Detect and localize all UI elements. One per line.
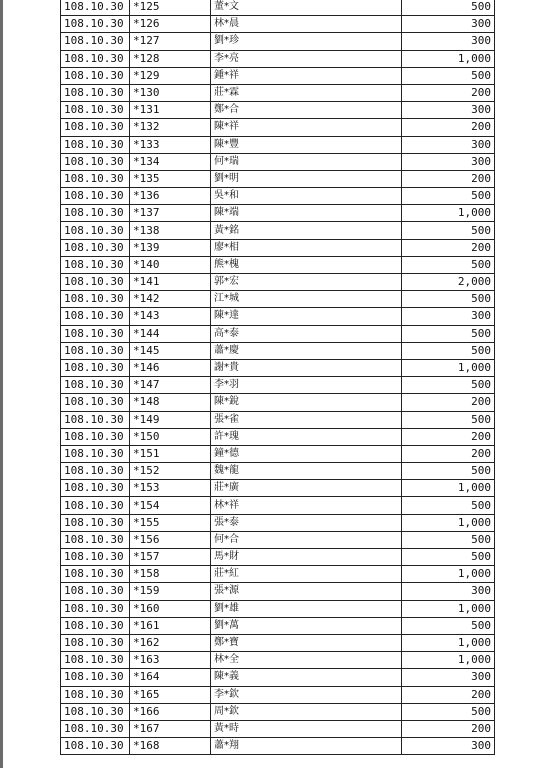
serial-number-cell: *135 <box>130 170 211 187</box>
donor-name-cell: 張*源 <box>211 583 402 600</box>
donor-name-cell: 莊*紅 <box>211 566 402 583</box>
amount-cell: 1,000 <box>402 480 495 497</box>
date-cell: 108.10.30 <box>61 514 130 531</box>
amount-cell: 500 <box>402 0 495 16</box>
amount-cell: 300 <box>402 738 495 755</box>
amount-cell: 500 <box>402 342 495 359</box>
table-row <box>61 153 495 170</box>
amount-cell: 1,000 <box>402 634 495 651</box>
date-cell: 108.10.30 <box>61 428 130 445</box>
amount-cell: 200 <box>402 445 495 462</box>
serial-number-cell: *168 <box>130 738 211 755</box>
date-cell: 108.10.30 <box>61 669 130 686</box>
serial-number-cell: *155 <box>130 514 211 531</box>
table-row <box>61 514 495 531</box>
date-cell: 108.10.30 <box>61 205 130 222</box>
serial-number-cell: *147 <box>130 377 211 394</box>
donor-name-cell: 何*合 <box>211 531 402 548</box>
date-cell: 108.10.30 <box>61 102 130 119</box>
amount-cell: 500 <box>402 463 495 480</box>
donor-name-cell: 李*欽 <box>211 686 402 703</box>
serial-number-cell: *163 <box>130 652 211 669</box>
table-row <box>61 170 495 187</box>
donor-name-cell: 何*瑞 <box>211 153 402 170</box>
date-cell: 108.10.30 <box>61 359 130 376</box>
donor-name-cell: 鍾*祥 <box>211 67 402 84</box>
amount-cell: 500 <box>402 497 495 514</box>
serial-number-cell: *138 <box>130 222 211 239</box>
serial-number-cell: *149 <box>130 411 211 428</box>
serial-number-cell: *153 <box>130 480 211 497</box>
donation-table <box>60 0 495 755</box>
serial-number-cell: *131 <box>130 102 211 119</box>
donor-name-cell: 張*泰 <box>211 514 402 531</box>
amount-cell: 300 <box>402 33 495 50</box>
date-cell: 108.10.30 <box>61 0 130 16</box>
serial-number-cell: *156 <box>130 531 211 548</box>
document-page <box>3 0 546 768</box>
serial-number-cell: *157 <box>130 549 211 566</box>
amount-cell: 1,000 <box>402 359 495 376</box>
table-row <box>61 652 495 669</box>
table-row <box>61 308 495 325</box>
table-row <box>61 50 495 67</box>
amount-cell: 500 <box>402 291 495 308</box>
donor-name-cell: 林*晨 <box>211 16 402 33</box>
table-row <box>61 16 495 33</box>
serial-number-cell: *161 <box>130 617 211 634</box>
serial-number-cell: *127 <box>130 33 211 50</box>
table-row <box>61 67 495 84</box>
date-cell: 108.10.30 <box>61 720 130 737</box>
table-row <box>61 463 495 480</box>
amount-cell: 300 <box>402 102 495 119</box>
donor-name-cell: 陳*達 <box>211 308 402 325</box>
serial-number-cell: *160 <box>130 600 211 617</box>
date-cell: 108.10.30 <box>61 119 130 136</box>
table-row <box>61 239 495 256</box>
table-row <box>61 480 495 497</box>
table-row <box>61 497 495 514</box>
serial-number-cell: *126 <box>130 16 211 33</box>
donor-name-cell: 劉*雄 <box>211 600 402 617</box>
donor-name-cell: 蕭*翔 <box>211 738 402 755</box>
table-row <box>61 119 495 136</box>
serial-number-cell: *166 <box>130 703 211 720</box>
date-cell: 108.10.30 <box>61 170 130 187</box>
table-row <box>61 84 495 101</box>
donor-name-cell: 謝*貴 <box>211 359 402 376</box>
donor-name-cell: 李*羽 <box>211 377 402 394</box>
date-cell: 108.10.30 <box>61 377 130 394</box>
amount-cell: 500 <box>402 377 495 394</box>
amount-cell: 300 <box>402 583 495 600</box>
table-row <box>61 274 495 291</box>
donor-name-cell: 劉*明 <box>211 170 402 187</box>
amount-cell: 200 <box>402 119 495 136</box>
serial-number-cell: *158 <box>130 566 211 583</box>
serial-number-cell: *133 <box>130 136 211 153</box>
donor-name-cell: 李*亮 <box>211 50 402 67</box>
date-cell: 108.10.30 <box>61 463 130 480</box>
table-row <box>61 703 495 720</box>
date-cell: 108.10.30 <box>61 325 130 342</box>
serial-number-cell: *142 <box>130 291 211 308</box>
date-cell: 108.10.30 <box>61 136 130 153</box>
amount-cell: 500 <box>402 188 495 205</box>
table-row <box>61 686 495 703</box>
serial-number-cell: *151 <box>130 445 211 462</box>
serial-number-cell: *146 <box>130 359 211 376</box>
date-cell: 108.10.30 <box>61 617 130 634</box>
donor-name-cell: 江*城 <box>211 291 402 308</box>
serial-number-cell: *154 <box>130 497 211 514</box>
serial-number-cell: *164 <box>130 669 211 686</box>
amount-cell: 500 <box>402 222 495 239</box>
amount-cell: 500 <box>402 325 495 342</box>
serial-number-cell: *140 <box>130 256 211 273</box>
date-cell: 108.10.30 <box>61 394 130 411</box>
date-cell: 108.10.30 <box>61 634 130 651</box>
amount-cell: 200 <box>402 239 495 256</box>
table-row <box>61 617 495 634</box>
date-cell: 108.10.30 <box>61 274 130 291</box>
date-cell: 108.10.30 <box>61 84 130 101</box>
donor-name-cell: 郭*宏 <box>211 274 402 291</box>
amount-cell: 200 <box>402 428 495 445</box>
table-row <box>61 669 495 686</box>
donor-name-cell: 董*文 <box>211 0 402 16</box>
date-cell: 108.10.30 <box>61 686 130 703</box>
date-cell: 108.10.30 <box>61 67 130 84</box>
donor-name-cell: 陳*義 <box>211 669 402 686</box>
donation-table-body <box>61 0 495 755</box>
table-row <box>61 720 495 737</box>
table-row <box>61 222 495 239</box>
amount-cell: 300 <box>402 153 495 170</box>
date-cell: 108.10.30 <box>61 738 130 755</box>
date-cell: 108.10.30 <box>61 583 130 600</box>
amount-cell: 500 <box>402 411 495 428</box>
donor-name-cell: 高*泰 <box>211 325 402 342</box>
amount-cell: 2,000 <box>402 274 495 291</box>
serial-number-cell: *152 <box>130 463 211 480</box>
amount-cell: 200 <box>402 686 495 703</box>
table-row <box>61 394 495 411</box>
amount-cell: 1,000 <box>402 600 495 617</box>
serial-number-cell: *125 <box>130 0 211 16</box>
date-cell: 108.10.30 <box>61 566 130 583</box>
date-cell: 108.10.30 <box>61 600 130 617</box>
table-row <box>61 359 495 376</box>
amount-cell: 300 <box>402 16 495 33</box>
donor-name-cell: 陳*端 <box>211 205 402 222</box>
donor-name-cell: 熊*槐 <box>211 256 402 273</box>
amount-cell: 300 <box>402 308 495 325</box>
table-row <box>61 634 495 651</box>
table-row <box>61 428 495 445</box>
table-row <box>61 325 495 342</box>
serial-number-cell: *136 <box>130 188 211 205</box>
donor-name-cell: 林*祥 <box>211 497 402 514</box>
serial-number-cell: *132 <box>130 119 211 136</box>
table-row <box>61 0 495 16</box>
amount-cell: 1,000 <box>402 205 495 222</box>
donor-name-cell: 許*瑰 <box>211 428 402 445</box>
serial-number-cell: *143 <box>130 308 211 325</box>
donor-name-cell: 鄭*寶 <box>211 634 402 651</box>
serial-number-cell: *162 <box>130 634 211 651</box>
serial-number-cell: *129 <box>130 67 211 84</box>
amount-cell: 500 <box>402 256 495 273</box>
donor-name-cell: 鐘*德 <box>211 445 402 462</box>
date-cell: 108.10.30 <box>61 239 130 256</box>
serial-number-cell: *167 <box>130 720 211 737</box>
table-row <box>61 600 495 617</box>
table-row <box>61 342 495 359</box>
serial-number-cell: *148 <box>130 394 211 411</box>
donor-name-cell: 周*欽 <box>211 703 402 720</box>
amount-cell: 500 <box>402 549 495 566</box>
donor-name-cell: 吳*和 <box>211 188 402 205</box>
date-cell: 108.10.30 <box>61 153 130 170</box>
donor-name-cell: 陳*豐 <box>211 136 402 153</box>
donor-name-cell: 陳*銳 <box>211 394 402 411</box>
table-row <box>61 188 495 205</box>
table-row <box>61 411 495 428</box>
amount-cell: 1,000 <box>402 652 495 669</box>
amount-cell: 200 <box>402 394 495 411</box>
table-row <box>61 33 495 50</box>
table-row <box>61 377 495 394</box>
date-cell: 108.10.30 <box>61 222 130 239</box>
table-row <box>61 531 495 548</box>
table-row <box>61 583 495 600</box>
donor-name-cell: 黃*時 <box>211 720 402 737</box>
date-cell: 108.10.30 <box>61 50 130 67</box>
table-row <box>61 291 495 308</box>
serial-number-cell: *141 <box>130 274 211 291</box>
donor-name-cell: 陳*祥 <box>211 119 402 136</box>
amount-cell: 200 <box>402 84 495 101</box>
donor-name-cell: 蕭*慶 <box>211 342 402 359</box>
date-cell: 108.10.30 <box>61 291 130 308</box>
amount-cell: 1,000 <box>402 566 495 583</box>
amount-cell: 200 <box>402 170 495 187</box>
amount-cell: 500 <box>402 617 495 634</box>
date-cell: 108.10.30 <box>61 256 130 273</box>
donor-name-cell: 馬*財 <box>211 549 402 566</box>
date-cell: 108.10.30 <box>61 16 130 33</box>
date-cell: 108.10.30 <box>61 33 130 50</box>
serial-number-cell: *128 <box>130 50 211 67</box>
date-cell: 108.10.30 <box>61 411 130 428</box>
serial-number-cell: *145 <box>130 342 211 359</box>
amount-cell: 300 <box>402 669 495 686</box>
table-row <box>61 738 495 755</box>
serial-number-cell: *130 <box>130 84 211 101</box>
date-cell: 108.10.30 <box>61 308 130 325</box>
amount-cell: 300 <box>402 136 495 153</box>
serial-number-cell: *159 <box>130 583 211 600</box>
date-cell: 108.10.30 <box>61 480 130 497</box>
table-row <box>61 549 495 566</box>
donor-name-cell: 林*全 <box>211 652 402 669</box>
donor-name-cell: 鄭*合 <box>211 102 402 119</box>
amount-cell: 1,000 <box>402 514 495 531</box>
amount-cell: 500 <box>402 703 495 720</box>
date-cell: 108.10.30 <box>61 549 130 566</box>
date-cell: 108.10.30 <box>61 703 130 720</box>
date-cell: 108.10.30 <box>61 531 130 548</box>
donor-name-cell: 劉*珍 <box>211 33 402 50</box>
serial-number-cell: *144 <box>130 325 211 342</box>
date-cell: 108.10.30 <box>61 652 130 669</box>
donor-name-cell: 張*雀 <box>211 411 402 428</box>
table-row <box>61 566 495 583</box>
date-cell: 108.10.30 <box>61 497 130 514</box>
donor-name-cell: 莊*廣 <box>211 480 402 497</box>
table-row <box>61 205 495 222</box>
date-cell: 108.10.30 <box>61 342 130 359</box>
serial-number-cell: *165 <box>130 686 211 703</box>
serial-number-cell: *134 <box>130 153 211 170</box>
serial-number-cell: *139 <box>130 239 211 256</box>
date-cell: 108.10.30 <box>61 445 130 462</box>
table-row <box>61 136 495 153</box>
amount-cell: 200 <box>402 720 495 737</box>
serial-number-cell: *137 <box>130 205 211 222</box>
amount-cell: 500 <box>402 531 495 548</box>
table-row <box>61 256 495 273</box>
donor-name-cell: 莊*霖 <box>211 84 402 101</box>
donor-name-cell: 黃*銘 <box>211 222 402 239</box>
table-row <box>61 445 495 462</box>
donor-name-cell: 劉*萬 <box>211 617 402 634</box>
amount-cell: 1,000 <box>402 50 495 67</box>
donor-name-cell: 廖*相 <box>211 239 402 256</box>
serial-number-cell: *150 <box>130 428 211 445</box>
amount-cell: 500 <box>402 67 495 84</box>
donor-name-cell: 魏*龍 <box>211 463 402 480</box>
date-cell: 108.10.30 <box>61 188 130 205</box>
table-row <box>61 102 495 119</box>
